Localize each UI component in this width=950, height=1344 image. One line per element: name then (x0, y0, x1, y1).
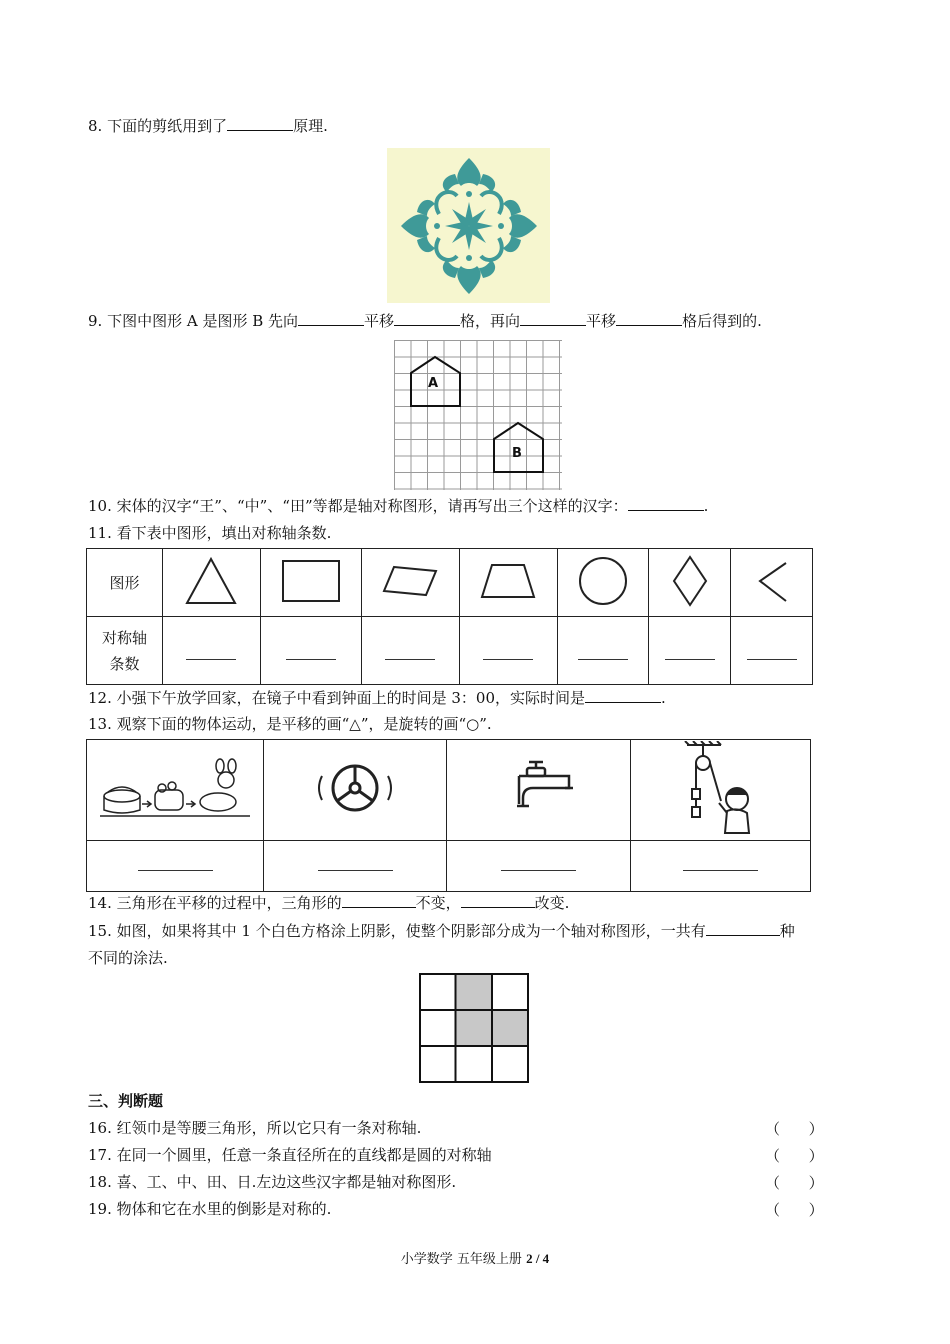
question-15: 15. 如图，如果将其中 1 个白色方格涂上阴影，使整个阴影部分成为一个轴对称图形，一共有 种 (88, 922, 795, 940)
answer-paren[interactable]: （ ） (765, 1120, 824, 1138)
question-14: 14. 三角形在平移的过程中，三角形的 不变， 改变. (88, 894, 570, 912)
shade-grid (419, 973, 529, 1087)
answer-paren[interactable]: （ ） (765, 1147, 824, 1165)
rhombus-icon (649, 549, 731, 617)
pulley-boy-icon (631, 740, 811, 841)
answer-blank[interactable] (628, 496, 704, 511)
triangle-icon (163, 549, 261, 617)
answer-blank[interactable] (461, 893, 535, 908)
answer-cell[interactable] (362, 617, 460, 685)
answer-blank[interactable] (585, 688, 661, 703)
paper-cut-image (387, 148, 550, 303)
answer-blank[interactable] (520, 311, 586, 326)
answer-cell[interactable] (264, 841, 447, 892)
answer-cell[interactable] (459, 617, 557, 685)
circle-icon (557, 549, 648, 617)
answer-blank[interactable] (616, 311, 682, 326)
translation-grid (394, 340, 562, 490)
parallelogram-icon (362, 549, 460, 617)
question-8: 8. 下面的剪纸用到了 原理. (88, 117, 328, 135)
answer-cell[interactable] (631, 841, 811, 892)
question-11: 11. 看下表中图形，填出对称轴条数. (88, 524, 332, 542)
symmetry-table (86, 548, 813, 685)
row-head-axes: 对称轴 条数 (87, 617, 163, 685)
answer-blank[interactable] (342, 893, 416, 908)
answer-cell[interactable] (649, 617, 731, 685)
answer-blank[interactable] (394, 311, 460, 326)
answer-blank[interactable] (298, 311, 364, 326)
answer-paren[interactable]: （ ） (765, 1174, 824, 1192)
question-16: 16. 红领巾是等腰三角形，所以它只有一条对称轴. (88, 1119, 422, 1137)
answer-cell[interactable] (447, 841, 631, 892)
question-10: 10. 宋体的汉字“王”、“中”、“田”等都是轴对称图形，请再写出三个这样的汉字： . (88, 497, 709, 515)
shade-grid-figure (419, 973, 529, 1083)
row-head-shape: 图形 (87, 549, 163, 617)
trapezoid-icon (459, 549, 557, 617)
question-15-cont: 不同的涂法. (88, 949, 168, 967)
paper-cut-pattern-icon (387, 148, 550, 303)
answer-cell[interactable] (731, 617, 813, 685)
angle-icon (731, 549, 813, 617)
faucet-icon (447, 740, 631, 841)
answer-blank[interactable] (227, 116, 293, 131)
answer-cell[interactable] (260, 617, 361, 685)
question-17: 17. 在同一个圆里，任意一条直径所在的直线都是圆的对称轴 (88, 1146, 492, 1164)
answer-blank[interactable] (706, 921, 780, 936)
rectangle-icon (260, 549, 361, 617)
question-9: 9. 下图中图形 A 是图形 B 先向 平移 格，再向 平移 格后得到的. (88, 312, 762, 330)
page-footer: 小学数学 五年级上册 2 / 4 (400, 1251, 550, 1267)
motion-table (86, 739, 811, 892)
steering-wheel-icon (264, 740, 447, 841)
grid-figure (394, 340, 562, 490)
section-3-title: 三、判断题 (88, 1092, 164, 1110)
question-19: 19. 物体和它在水里的倒影是对称的. (88, 1200, 332, 1218)
question-13: 13. 观察下面的物体运动，是平移的画“△”，是旋转的画“○”. (88, 715, 492, 733)
answer-cell[interactable] (557, 617, 648, 685)
answer-paren[interactable]: （ ） (765, 1201, 824, 1219)
answer-cell[interactable] (87, 841, 264, 892)
label-a: A (428, 376, 439, 391)
question-18: 18. 喜、工、中、田、日.左边这些汉字都是轴对称图形. (88, 1173, 457, 1191)
label-b: B (512, 446, 522, 461)
page-number: 2 / 4 (526, 1251, 550, 1266)
question-12: 12. 小强下午放学回家，在镜子中看到钟面上的时间是 3：00，实际时间是 . (88, 689, 666, 707)
mouse-pulling-cake-icon (87, 740, 264, 841)
answer-cell[interactable] (163, 617, 261, 685)
